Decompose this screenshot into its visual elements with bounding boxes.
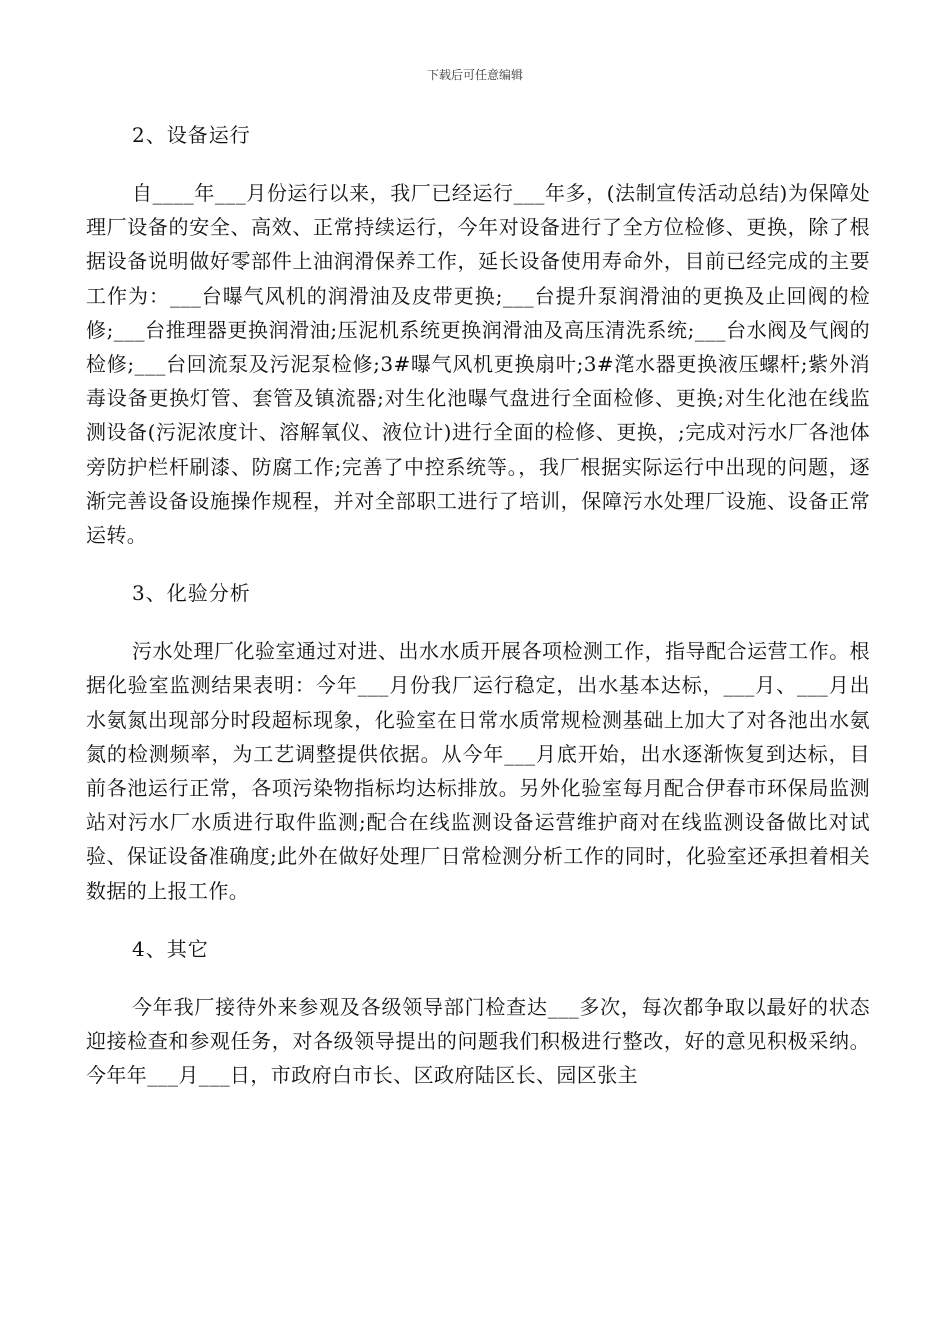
document-body <box>86 118 870 1116</box>
section-heading: 3、化验分析 <box>132 581 251 606</box>
section-lab-analysis <box>86 576 870 908</box>
section-heading: 4、其它 <box>132 936 209 961</box>
section-equipment-operation <box>86 118 870 552</box>
section-paragraph: 自____年___月份运行以来，我厂已经运行___年多，(法制宣传活动总结)为保障处理厂设备的安全、高效、正常持续运行，今年对设备进行了全方位检修、更换，除了根据设备说明做好零部件上油润滑保养工作，延长设备使用寿命外，目前已经完成的主要工作为：___台曝气风机的润滑油及皮带更换;___台提升泵润滑油的更换及止回阀的检修;___台推理器更换润滑油;压泥机系统更换润滑油及高压清洗系统;___台水阀及气阀的检修;___台回流泵及污泥泵检修;3#曝气风机更换扇叶;3#滗水器更换液压螺杆;紫外消毒设备更换灯管、套管及镇流器;对生化池曝气盘进行全面检修、更换;对生化池在线监测设备(污泥浓度计、溶解氧仪、液位计)进行全面的检修、更换，;完成对污水厂各池体旁防护栏杆刷漆、防腐工作;完善了中控系统等。，我厂根据实际运行中出现的问题，逐渐完善设备设施操作规程，并对全部职工进行了培训，保障污水处理厂设施、设备正常运转。 <box>86 181 870 548</box>
header-note: 下载后可任意编辑 <box>426 68 523 82</box>
section-paragraph: 今年我厂接待外来参观及各级领导部门检查达___多次，每次都争取以最好的状态迎接检查和参观任务，对各级领导提出的问题我们积极进行整改，好的意见积极采纳。今年年___月___日，市政府白市长、区政府陆区长、园区张主 <box>86 994 870 1088</box>
section-paragraph: 污水处理厂化验室通过对进、出水水质开展各项检测工作，指导配合运营工作。根据化验室监测结果表明：今年___月份我厂运行稳定，出水基本达标，___月、___月出水氨氮出现部分时段超标现象，化验室在日常水质常规检测基础上加大了对各池出水氨氮的检测频率，为工艺调整提供依据。从今年___月底开始，出水逐渐恢复到达标，目前各池运行正常，各项污染物指标均达标排放。另外化验室每月配合伊春市环保局监测站对污水厂水质进行取件监测;配合在线监测设备运营维护商对在线监测设备做比对试验、保证设备准确度;此外在做好处理厂日常检测分析工作的同时，化验室还承担着相关数据的上报工作。 <box>86 639 870 903</box>
section-other <box>86 932 870 1093</box>
section-heading: 2、设备运行 <box>132 123 251 147</box>
